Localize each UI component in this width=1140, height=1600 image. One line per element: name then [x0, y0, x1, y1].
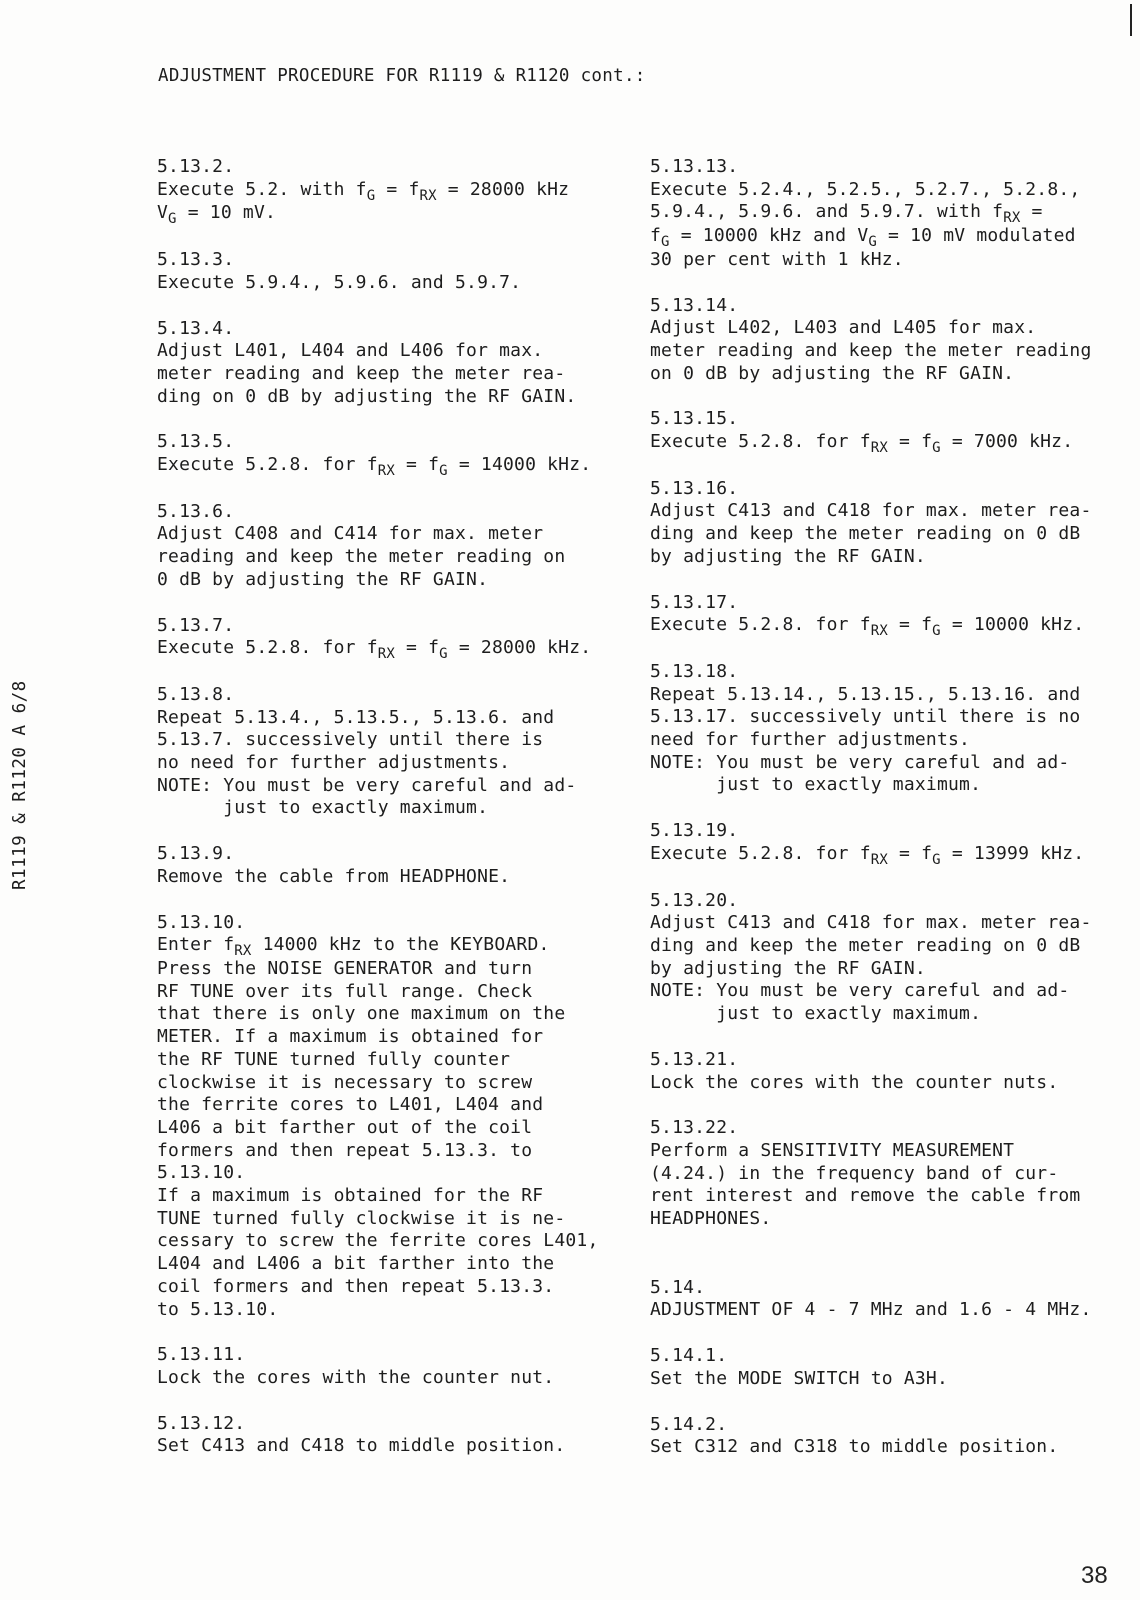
text-run: TUNE turned fully clockwise it is ne- — [157, 1207, 566, 1229]
text-run: need for further adjustments. — [650, 729, 971, 751]
subscript: G — [868, 234, 877, 251]
subscript: G — [439, 463, 448, 480]
text-run: formers and then repeat 5.13.3. to — [157, 1139, 533, 1161]
step-text-line — [650, 523, 1120, 546]
text-run: L406 a bit farther out of the coil — [157, 1116, 533, 1138]
step-text-line — [650, 1185, 1120, 1208]
step-text-line — [157, 1003, 627, 1026]
step-text-line — [650, 225, 1120, 249]
text-run: Press the NOISE GENERATOR and turn — [157, 957, 533, 979]
step-text-line — [157, 272, 627, 295]
step-text-line — [650, 340, 1120, 363]
step-number: 5.13.4. — [157, 317, 235, 339]
step-number: 5.13.16. — [650, 477, 739, 499]
text-run: Execute 5.2.8. for f — [650, 614, 871, 636]
text-run: = f — [888, 431, 933, 453]
procedure-step — [650, 1049, 1120, 1094]
text-run: NOTE: You must be very careful and ad- — [650, 751, 1070, 773]
text-run: 5.13.10. — [157, 1162, 246, 1184]
text-run: Remove the cable from HEADPHONE. — [157, 865, 511, 887]
text-run: the ferrite cores to L401, L404 and — [157, 1094, 544, 1116]
text-run: rent interest and remove the cable from — [650, 1185, 1081, 1207]
step-text-line — [650, 1208, 1120, 1231]
step-text-line — [157, 1072, 627, 1095]
step-text-line — [650, 774, 1120, 797]
text-run: = 13999 kHz. — [940, 842, 1085, 864]
subscript: RX — [870, 851, 889, 868]
text-run: Adjust C413 and C418 for max. meter rea- — [650, 912, 1092, 934]
step-text-line — [157, 363, 627, 386]
step-text-line — [157, 546, 627, 569]
text-run: = 28000 kHz — [436, 178, 570, 200]
text-run: 0 dB by adjusting the RF GAIN. — [157, 568, 489, 590]
text-run: = f — [375, 178, 420, 200]
text-run: Execute 5.9.4., 5.9.6. and 5.9.7. — [157, 271, 522, 293]
procedure-step — [650, 408, 1120, 457]
step-number: 5.14.2. — [650, 1413, 728, 1435]
text-run: = 10000 kHz and V — [669, 225, 869, 247]
text-run: Adjust C413 and C418 for max. meter rea- — [650, 500, 1092, 522]
text-run: = — [1020, 201, 1043, 223]
subscript: G — [932, 440, 941, 457]
procedure-step — [650, 890, 1120, 1026]
step-text-line — [157, 1162, 627, 1185]
subscript: RX — [870, 440, 889, 457]
text-run: Repeat 5.13.14., 5.13.15., 5.13.16. and — [650, 683, 1081, 705]
subscript: RX — [234, 943, 252, 960]
text-run: If a maximum is obtained for the RF — [157, 1185, 544, 1207]
procedure-step — [650, 592, 1120, 638]
text-run: Adjust L401, L404 and L406 for max. — [157, 340, 544, 362]
step-text-line — [650, 317, 1120, 340]
text-run: L404 and L406 a bit farther into the — [157, 1253, 555, 1275]
text-run: Enter f — [157, 934, 235, 956]
procedure-step — [650, 1345, 1120, 1390]
step-text-line — [650, 706, 1120, 729]
text-run: = 10 mV modulated — [877, 225, 1076, 247]
step-text-line — [157, 340, 627, 363]
step-number: 5.13.20. — [650, 889, 739, 911]
step-text-line — [650, 363, 1120, 386]
text-run: on 0 dB by adjusting the RF GAIN. — [650, 362, 1015, 384]
page-header: ADJUSTMENT PROCEDURE FOR R1119 & R1120 cont.: — [158, 66, 646, 86]
text-run: 30 per cent with 1 kHz. — [650, 248, 904, 270]
text-run: clockwise it is necessary to screw — [157, 1071, 533, 1093]
procedure-step — [157, 249, 627, 294]
page-number: 38 — [1081, 1562, 1108, 1589]
step-text-line — [157, 981, 627, 1004]
procedure-step — [650, 295, 1120, 386]
text-run: Adjust C408 and C414 for max. meter — [157, 523, 544, 545]
text-run: 5.13.7. successively until there is — [157, 729, 544, 751]
text-run: by adjusting the RF GAIN. — [650, 545, 926, 567]
subscript: RX — [1003, 210, 1021, 227]
text-run: 5.9.4., 5.9.6. and 5.9.7. with f — [650, 201, 1004, 223]
step-text-line — [157, 866, 627, 889]
text-run: V — [157, 202, 169, 224]
step-text-line — [157, 1140, 627, 1163]
text-run: Lock the cores with the counter nuts. — [650, 1071, 1059, 1093]
step-number: 5.13.18. — [650, 660, 739, 682]
subscript: G — [439, 646, 448, 663]
text-run: coil formers and then repeat 5.13.3. — [157, 1275, 555, 1297]
procedure-step — [157, 318, 627, 409]
procedure-step — [650, 1414, 1120, 1459]
step-text-line — [157, 386, 627, 409]
step-text-line — [157, 1253, 627, 1276]
text-run: Execute 5.2. with f — [157, 178, 367, 200]
step-text-line — [157, 1185, 627, 1208]
step-text-line — [650, 1163, 1120, 1186]
subscript: RX — [377, 463, 396, 480]
text-run: (4.24.) in the frequency band of cur- — [650, 1162, 1059, 1184]
step-text-line — [157, 1026, 627, 1049]
step-number: 5.13.9. — [157, 843, 235, 865]
procedure-step — [650, 1277, 1120, 1322]
step-number: 5.14.1. — [650, 1345, 728, 1367]
step-text-line — [157, 569, 627, 592]
step-number: 5.13.8. — [157, 683, 235, 705]
text-run: ding on 0 dB by adjusting the RF GAIN. — [157, 385, 577, 407]
step-text-line — [157, 1049, 627, 1072]
step-text-line — [157, 1208, 627, 1231]
text-run: Execute 5.2.4., 5.2.5., 5.2.7., 5.2.8., — [650, 178, 1081, 200]
subscript: G — [366, 187, 376, 204]
step-number: 5.13.7. — [157, 614, 235, 636]
text-run: just to exactly maximum. — [650, 774, 982, 796]
text-run: = f — [395, 637, 440, 659]
step-text-line — [157, 202, 627, 226]
text-run: = 7000 kHz. — [940, 431, 1074, 453]
step-number: 5.13.15. — [650, 408, 739, 430]
step-number: 5.13.22. — [650, 1117, 739, 1139]
step-text-line — [157, 1117, 627, 1140]
text-run: = 28000 kHz. — [447, 637, 592, 659]
procedure-step — [157, 501, 627, 592]
text-run: f — [650, 225, 662, 247]
step-text-line — [650, 729, 1120, 752]
step-text-line — [650, 500, 1120, 523]
step-text-line — [650, 1436, 1120, 1459]
step-number: 5.13.14. — [650, 294, 739, 316]
step-text-line — [650, 1072, 1120, 1095]
text-run: ding and keep the meter reading on 0 dB — [650, 523, 1081, 545]
procedure-step — [157, 1413, 627, 1458]
step-text-line — [157, 729, 627, 752]
text-run: that there is only one maximum on the — [157, 1003, 566, 1025]
procedure-step — [650, 478, 1120, 569]
step-text-line — [157, 454, 627, 478]
text-run: = 14000 kHz. — [447, 454, 592, 476]
text-run: Execute 5.2.8. for f — [650, 431, 871, 453]
step-text-line — [650, 684, 1120, 707]
text-run: = f — [395, 454, 440, 476]
step-number: 5.13.2. — [157, 156, 235, 177]
subscript: RX — [870, 623, 889, 640]
step-text-line — [157, 1435, 627, 1458]
text-run: 5.13.17. successively until there is no — [650, 706, 1081, 728]
text-run: Execute 5.2.8. for f — [157, 637, 378, 659]
step-text-line — [650, 201, 1120, 225]
text-run: cessary to screw the ferrite cores L401, — [157, 1230, 599, 1252]
text-run: = 10 mV. — [176, 202, 277, 224]
step-number: 5.13.3. — [157, 249, 235, 271]
step-text-line — [157, 797, 627, 820]
step-text-line — [157, 775, 627, 798]
text-run: ding and keep the meter reading on 0 dB — [650, 934, 1081, 956]
step-text-line — [157, 1299, 627, 1322]
step-number: 5.13.12. — [157, 1412, 246, 1434]
step-number: 5.13.6. — [157, 500, 235, 522]
step-number: 5.13.21. — [650, 1048, 739, 1070]
step-text-line — [650, 1003, 1120, 1026]
text-run: no need for further adjustments. — [157, 752, 511, 774]
text-run: the RF TUNE turned fully counter — [157, 1048, 511, 1070]
procedure-step — [157, 912, 627, 1322]
step-text-line — [650, 179, 1120, 202]
procedure-step — [157, 615, 627, 661]
text-run: Lock the cores with the counter nut. — [157, 1366, 555, 1388]
step-text-line — [157, 523, 627, 546]
procedure-step — [650, 661, 1120, 797]
text-run: reading and keep the meter reading on — [157, 546, 566, 568]
text-run: Perform a SENSITIVITY MEASUREMENT — [650, 1139, 1015, 1161]
step-text-line — [157, 1094, 627, 1117]
step-number: 5.14. — [650, 1276, 706, 1298]
step-text-line — [157, 752, 627, 775]
subscript: G — [932, 851, 941, 868]
step-number: 5.13.13. — [650, 156, 739, 177]
text-run: RF TUNE over its full range. Check — [157, 980, 533, 1002]
text-run: Set C413 and C418 to middle position. — [157, 1435, 566, 1457]
step-text-line — [157, 707, 627, 730]
text-run: Set the MODE SWITCH to A3H. — [650, 1367, 948, 1389]
procedure-step — [157, 1344, 627, 1389]
step-text-line — [650, 1299, 1120, 1322]
right-column — [650, 156, 1120, 1482]
text-run: = 10000 kHz. — [940, 614, 1085, 636]
step-text-line — [650, 912, 1120, 935]
subscript: RX — [419, 187, 437, 204]
step-text-line — [650, 614, 1120, 638]
text-run: Execute 5.2.8. for f — [650, 842, 871, 864]
subscript: G — [661, 234, 670, 251]
text-run: meter reading and keep the meter reading — [650, 339, 1092, 361]
text-run: NOTE: You must be very careful and ad- — [650, 980, 1070, 1002]
step-text-line — [650, 958, 1120, 981]
left-column — [157, 156, 627, 1481]
text-run: Set C312 and C318 to middle position. — [650, 1436, 1059, 1458]
step-text-line — [650, 980, 1120, 1003]
side-reference: R1119 & R1120 A 6/8 — [10, 680, 30, 890]
procedure-step — [650, 156, 1120, 272]
text-run: by adjusting the RF GAIN. — [650, 957, 926, 979]
procedure-step — [157, 843, 627, 888]
text-run: Repeat 5.13.4., 5.13.5., 5.13.6. and — [157, 706, 555, 728]
step-text-line — [157, 1230, 627, 1253]
subscript: G — [932, 623, 941, 640]
procedure-step — [157, 684, 627, 820]
step-text-line — [650, 431, 1120, 455]
step-text-line — [157, 1276, 627, 1299]
margin-mark — [1130, 4, 1132, 36]
step-number: 5.13.17. — [650, 591, 739, 613]
step-text-line — [157, 637, 627, 661]
text-run: ADJUSTMENT OF 4 - 7 MHz and 1.6 - 4 MHz. — [650, 1299, 1092, 1321]
procedure-step — [157, 156, 627, 226]
procedure-step — [650, 820, 1120, 866]
text-run: = f — [888, 614, 933, 636]
text-run: meter reading and keep the meter rea- — [157, 362, 566, 384]
text-run: 14000 kHz to the KEYBOARD. — [251, 934, 550, 956]
text-run: = f — [888, 842, 933, 864]
text-run: just to exactly maximum. — [650, 1003, 982, 1025]
step-number: 5.13.10. — [157, 911, 246, 933]
procedure-step — [157, 431, 627, 480]
step-text-line — [157, 1367, 627, 1390]
step-text-line — [157, 958, 627, 981]
step-text-line — [650, 752, 1120, 775]
text-run: NOTE: You must be very careful and ad- — [157, 774, 577, 796]
step-number: 5.13.5. — [157, 431, 235, 453]
step-text-line — [650, 1368, 1120, 1391]
step-number: 5.13.11. — [157, 1344, 246, 1366]
step-text-line — [157, 179, 627, 203]
subscript: RX — [377, 646, 396, 663]
text-run: just to exactly maximum. — [157, 797, 489, 819]
step-text-line — [650, 249, 1120, 272]
subscript: G — [168, 211, 177, 228]
step-text-line — [650, 1140, 1120, 1163]
text-run: Adjust L402, L403 and L405 for max. — [650, 317, 1037, 339]
step-number: 5.13.19. — [650, 820, 739, 842]
text-run: Execute 5.2.8. for f — [157, 454, 378, 476]
step-text-line — [650, 935, 1120, 958]
step-text-line — [650, 843, 1120, 867]
procedure-step — [650, 1117, 1120, 1231]
step-text-line — [157, 934, 627, 958]
text-run: to 5.13.10. — [157, 1298, 279, 1320]
step-text-line — [650, 546, 1120, 569]
text-run: HEADPHONES. — [650, 1208, 772, 1230]
text-run: METER. If a maximum is obtained for — [157, 1026, 544, 1048]
